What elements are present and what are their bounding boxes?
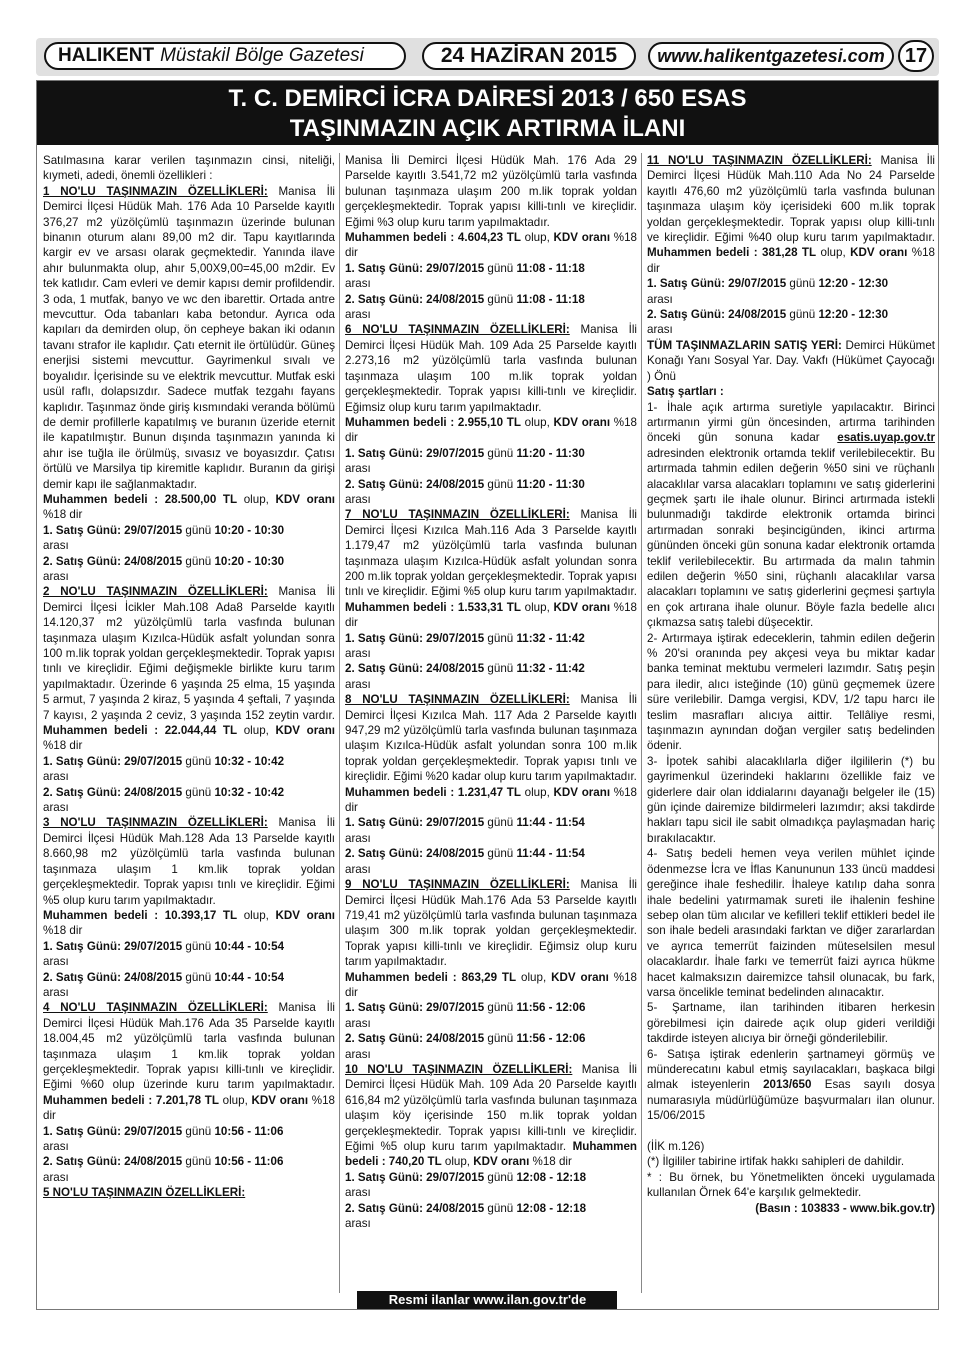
notice-subtitle: TAŞINMAZIN AÇIK ARTIRMA İLANI — [289, 115, 686, 142]
notice-title: T. C. DEMİRCİ İCRA DAİRESİ 2013 / 650 ESAS — [228, 85, 747, 112]
sale-2-1: 1. Satış Günü: 29/07/2015 günü 10:32 - 10:42 — [43, 754, 285, 768]
property-7: 7 NO'LU TAŞINMAZIN ÖZELLİKLERİ: Manisa İli Demirci İlçesi Kızılca Mah.116 Ada 3 Parselde kayıtlı 1.179,47 m2 yüzölçümlü tarla vasfında bulunan taşınmaza ulaşım Kızılca-Hüdük asfalt yolundan sonra 200 m.lik toprak yoldan gerçekleşmektedir. Toprak yapısı tınlı ve kireçlidir. Eğimi %5 olup kuru tarım yapılmaktadır. Muhammen bedeli : 1.533,31 TL olup, KDV oranı %18 dir — [345, 508, 637, 630]
footer-text: Resmi ilanlar www.ilan.gov.tr'de — [388, 1292, 587, 1307]
property-11: 11 NO'LU TAŞINMAZIN ÖZELLİKLERİ: Manisa İli Demirci İlçesi Hüdük Mah.110 Ada No 24 Parselde kayıtlı 476,60 m2 yüzölçümlü tarla vasfında bulunan taşınmaza ulaşım köy içerisideki 600 m.lik toprak yoldan gerçekleşmektedir. Toprak yapısı olup killi-tınlı ve kireçlidir. Eğimi %40 olup kuru tarım yapılmaktadır. Muhammen bedeli : 381,28 TL olup, KDV oranı %18 dir — [647, 154, 935, 275]
sale-5-2: 2. Satış Günü: 24/08/2015 günü 11:08 - 11:18 — [345, 292, 585, 306]
sale-6-1: 1. Satış Günü: 29/07/2015 günü 11:20 - 11:30 — [345, 446, 585, 460]
notice-banner — [37, 81, 938, 145]
property-4: 4 NO'LU TAŞINMAZIN ÖZELLİKLERİ: Manisa İli Demirci İlçesi Hüdük Mah.176 Ada 35 Parselde kayıtlı 18.004,45 m2 yüzölçümlü tarla vasfında bulunan taşınmaza ulaşım 1 km.lik toprak yoldan gerçekleşmektedir. Toprak yapısı killi-tınlı ve kireçlidir. Eğimi %60 olup üzerinde kuru tarım yapılmaktadır. Muhammen bedeli : 7.201,78 TL olup, KDV oranı %18 dir — [43, 1001, 335, 1123]
sale-4-1: 1. Satış Günü: 29/07/2015 günü 10:56 - 11:06 — [43, 1124, 284, 1138]
column-3: 11 NO'LU TAŞINMAZIN ÖZELLİKLERİ: Manisa İli Demirci İlçesi Hüdük Mah.110 Ada No 24 Parselde kayıtlı 476,60 m2 yüzölçümlü tarla vasfında bulunan taşınmaza ulaşım köy içerisideki 600 m.lik toprak yoldan gerçekleşmektedir. Toprak yapısı olup killi-tınlı ve kireçlidir. Eğimi %40 olup kuru tarım yapılmaktadır. Muhammen bedeli : 381,28 TL olup, KDV oranı %18 dir 1. Satış Günü: 29/07/2015 günü 12:20 - 12:30 arası 2. Satış Günü: 24/08/2015 günü 12:20 - 12:30 arası TÜM TAŞINMAZLARIN SATIŞ YERİ: Demirci Hükümet Konağı Yanı Sosyal Yar. Day. Vakfı (Hükümet Çayocağı ) Önü Satış şartları : 1- İhale açık artırma suretiyle yapılacaktır. Birinci artırmanın yirmi gün öncesinden, artırma tarihinden önceki gün sonuna kadar esatis.uyap.gov.tr adresinden elektronik ortamda teklif verilebilecektir. Bu artırmada tahmin edilen değerin %50 sini ve rüçhanlı alacaklılar varsa alacakları toplamını ve satış giderlerini geçmek şartı ile ihale olunur. Birinci artırmada istekli bulunmadığı takdirde elektronik ortamda birinci artırmadan sonraki beşincigünden, ikinci artırma gününden önceki gün sonuna kadar elektronik ortamda teklif verilebilecektir. Bu artırmada da malın tahmin edilen değerin %50 sini, rüçhanlı alacaklılar varsa alacakları toplamını ve satış giderlerini geçmesi şartıyla en çok artırana ihale olunur. Böyle fazla bedelle alıcı çıkmazsa satış talebi düşecektir. 2- Artırmaya iştirak edeceklerin, tahmin edilen değerin % 20'si oranında pey akçesi veya bu miktar kadar banka teminat mektubu vermeleri lazımdır. Satış peşin para iledir, alıcı isteğinde (10) günü geçmemek üzere süre verilebilir. Damga vergisi, KDV, 1/2 tapu harcı ile teslim masrafları alıcıya aittir. Tellâliye resmi, taşınmazın aynından doğan vergiler satış bedelinden ödenir. 3- İpotek sahibi alacaklılarla diğer ilgililerin (*) bu gayrimenkul üzerindeki haklarını özellikle faiz ve giderlere dair olan iddialarını dayanağı belgeler ile (15) gün içinde dairemize bildirmeleri lazımdır; aksi takdirde hakları tapu sicil ile sabit olmadıkça paylaşmadan hariç bırakılacaktır. 4- Satış bedeli hemen veya verilen mühlet içinde ödenmezse İcra ve İflas Kanununun 133 üncü maddesi gereğince ihale feshedilir. İhaleye katılıp daha sonra ihale bedelini yatırmamak sureti ile ihalenin feshine sebep olan tüm alıcılar ve kefilleri teklif ettikleri bedel ile son ihale bedeli arasındaki farktan ve diğer zararlardan ve ayrıca temerrüt faizinden müteselsilen mesul olacaklardır. İhale farkı ve temerrüt faizi ayrıca hükme hacet kalmaksızın dairemizce tahsil olunacak, bu fark, varsa öncelikle teminat bedelinden alınacaktır. 5- Şartname, ilan tarihinden itibaren herkesin görebilmesi için dairede açık olup gideri verildiği takdirde isteyen alıcıya bir örneği gönderilebilir. 6- Satışa iştirak edenlerin şartnameyi görmüş ve münderecatını kabul etmiş sayılacakları, başkaca bilgi almak isteyenlerin 2013/650 Esas sayılı dosya numarasıyla müdürlüğümüze başvurmaları ilan olunur. 15/06/2015 (İİK m.126) (*) İlgililer tabirine irtifak hakkı sahipleri de dahildir. * : Bu örnek, bu Yönetmelikten önceki uygulamada kullanılan Örnek 64'e karşılık gelmektedir. (Basın : 103833 - www.bik.gov.tr) — [647, 154, 936, 1215]
price-9: Muhammen bedeli : 863,29 TL olup, KDV oranı %18 dir — [345, 970, 637, 999]
property-5-start: 5 NO'LU TAŞINMAZIN ÖZELLİKLERİ: — [43, 1186, 246, 1200]
property-1: 1 NO'LU TAŞINMAZIN ÖZELLİKLERİ: Manisa İli Demirci İlçesi Hüdük Mah. 176 Ada 10 Parselde kayıtlı 376,27 m2 yüzölçümlü taşınmazın üzerinde bulunan binanın oturum alanı 89,00 m2 dir. Tapu kayıtlarında kargir ev ve arsası olarak geçmektedir. Yanında ilave ahır bulunmakta olup, ahır 5,00X9,00=45,00 m2dir. Ev tek katlıdır. Cam evleri ve demir kapısı demir profildendir. 3 oda, 1 mutfak, banyo ve wc den ibarettir. Ortada antre mevcuttur. Oda tabanları kaba betondur. Ayrıca oda kapıları da demirden olup, ön cepheye bakan iki odanın tavanı strafor ile kaplıdır. Çatı eternit ile örtülüdür. Güneş enerjisi sistemi mevcuttur. Gayrimenkul sıvalı ve boyalıdır. İçerisinde su ve elektrik mevcuttur. Mutfak eski usül raflı, dolapsızdır. Sadece mutfak tezgahı fayans kaplıdır. Taşınmaz önde giriş kısmındaki veranda bölümü de demir profillerle kapatılmış ve buranın üzeride eternit ile kapatılmıştır. Bunun dışında taşınmazın yanında ki ahır ise tuğla ile örülmüş, sıvasız ve boyasızdır. Çatısı örtülü ve Marsilya tip kiremitle kaplıdır. Buranın da girişi demir kapı ile sağlanmaktadır. — [43, 184, 335, 491]
property-5: Manisa İli Demirci İlçesi Hüdük Mah. 176 Ada 29 Parselde kayıtlı 3.541,72 m2 yüzölçümlü tarla vasfında bulunan taşınmaza ulaşım 200 m.lik toprak yoldan gerçekleşmektedir. Toprak yapısı killi-tınlı ve kireçlidir. Eğimi %3 olup kuru tarım yapılmaktadır. — [345, 154, 637, 229]
sale-8-2: 2. Satış Günü: 24/08/2015 günü 11:44 - 11:54 — [345, 847, 585, 861]
sale-3-1: 1. Satış Günü: 29/07/2015 günü 10:44 - 10:54 — [43, 939, 285, 953]
price-1: Muhammen bedeli : 28.500,00 TL olup, KDV oranı %18 dir — [43, 492, 335, 522]
newspaper-name — [44, 42, 406, 70]
sale-1-2: 2. Satış Günü: 24/08/2015 günü 10:20 - 10:30 — [43, 554, 285, 568]
newspaper-header — [36, 38, 939, 76]
stakeholder-note: (*) İlgililer tabirine irtifak hakkı sahipleri de dahildir. — [647, 1155, 905, 1169]
newspaper-subtitle: Müstakil Bölge Gazetesi — [160, 45, 364, 66]
column-1: Satılmasına karar verilen taşınmazın cinsi, niteliği, kıymeti, adedi, önemli özellikleri : 1 NO'LU TAŞINMAZIN ÖZELLİKLERİ: Manisa İli Demirci İlçesi Hüdük Mah. 176 Ada 10 Parselde kayıtlı 376,27 m2 yüzölçümlü taşınmazın üzerinde bulunan binanın oturum alanı 89,00 m2 dir. Tapu kayıtlarında kargir ev ve arsası olarak geçmektedir. Yanında ilave ahır bulunmakta olup, ahır 5,00X9,00=45,00 m2dir. Ev tek katlıdır. Cam evleri ve demir kapısı demir profildendir. 3 oda, 1 mutfak, banyo ve wc den ibarettir. Ortada antre mevcuttur. Oda tabanları kaba betondur. Ayrıca oda kapıları da demirden olup, ön cepheye bakan iki odanın tavanı strafor ile kaplıdır. Çatı eternit ile örtülüdür. Güneş enerjisi sistemi mevcuttur. Gayrimenkul sıvalı ve boyalıdır. İçerisinde su ve elektrik mevcuttur. Mutfak eski usül raflı, dolapsızdır. Sadece mutfak tezgahı fayans kaplıdır. Taşınmaz önde giriş kısmındaki veranda bölümü de demir profillerle kapatılmış ve buranın üzeride eternit ile kapatılmıştır. Bunun dışında taşınmazın yanında ki ahır ise tuğla ile örülmüş, sıvasız ve boyasızdır. Çatısı örtülü ve Marsilya tip kiremitle kaplıdır. Buranın da girişi demir kapı ile sağlanmaktadır. Muhammen bedeli : 28.500,00 TL olup, KDV oranı %18 dir 1. Satış Günü: 29/07/2015 günü 10:20 - 10:30 arası 2. Satış Günü: 24/08/2015 günü 10:20 - 10:30 arası 2 NO'LU TAŞINMAZIN ÖZELLİKLERİ: Manisa İli Demirci İlçesi İcikler Mah.108 Ada8 Parselde kayıtlı 14.120,37 m2 yüzölçümlü tarla vasfında bulunan taşınmaza ulaşım Kızılca-Hüdük asfalt yolundan sonra 100 m.lik toprak yoldan gerçekleşmektedir. Toprak yapısı tınlı ve kireçlidir. Eğimi değişmekle birlikte kuru tarım yapılmaktadır. Üzerinde 6 yaşında 25 elma, 15 yaşında 5 armut, 7 yaşında 2 kiraz, 5 yaşında 4 şeftali, 7 yaşında 7 kayısı, 2 yaşında 2 ceviz, 3 yaşında 152 zeytin vardır. Muhammen bedeli : 22.044,44 TL olup, KDV oranı %18 dir 1. Satış Günü: 29/07/2015 günü 10:32 - 10:42 arası 2. Satış Günü: 24/08/2015 günü 10:32 - 10:42 arası 3 NO'LU TAŞINMAZIN ÖZELLİKLERİ: Manisa İli Demirci İlçesi Hüdük Mah.128 Ada 13 Parselde kayıtlı 8.660,98 m2 yüzölçümlü tarla vasfında bulunan taşınmaza ulaşım 1 km.lik toprak yoldan gerçekleşmektedir. Toprak yapısı tınlı ve kireçlidir. Eğimi %5 olup kuru tarım yapılmaktadır. Muhammen bedeli : 10.393,17 TL olup, KDV oranı %18 dir 1. Satış Günü: 29/07/2015 günü 10:44 - 10:54 arası 2. Satış Günü: 24/08/2015 günü 10:44 - 10:54 arası 4 NO'LU TAŞINMAZIN ÖZELLİKLERİ: Manisa İli Demirci İlçesi Hüdük Mah.176 Ada 35 Parselde kayıtlı 18.004,45 m2 yüzölçümlü tarla vasfında bulunan taşınmaza ulaşım 1 km.lik toprak yoldan gerçekleşmektedir. Toprak yapısı killi-tınlı ve kireçlidir. Eğimi %60 olup üzerinde kuru tarım yapılmaktadır. Muhammen bedeli : 7.201,78 TL olup, KDV oranı %18 dir 1. Satış Günü: 29/07/2015 günü 10:56 - 11:06 arası 2. Satış Günü: 24/08/2015 günü 10:56 - 11:06 arası 5 NO'LU TAŞINMAZIN ÖZELLİKLERİ: — [43, 154, 335, 1200]
property-2: 2 NO'LU TAŞINMAZIN ÖZELLİKLERİ: Manisa İli Demirci İlçesi İcikler Mah.108 Ada8 Parselde kayıtlı 14.120,37 m2 yüzölçümlü tarla vasfında bulunan taşınmaza ulaşım Kızılca-Hüdük asfalt yolundan sonra 100 m.lik toprak yoldan gerçekleşmektedir. Toprak yapısı tınlı ve kireçlidir. Eğimi değişmekle birlikte kuru tarım yapılmaktadır. Üzerinde 6 yaşında 25 elma, 15 yaşında 5 armut, 7 yaşında 2 kiraz, 5 yaşında 4 şeftali, 7 yaşında 7 kayısı, 2 yaşında 2 ceviz, 3 yaşında 152 zeytin vardır. Muhammen bedeli : 22.044,44 TL olup, KDV oranı %18 dir — [43, 585, 335, 753]
sale-10-2: 2. Satış Günü: 24/08/2015 günü 12:08 - 12:18 — [345, 1201, 587, 1215]
sale-terms-heading: Satış şartları : — [647, 385, 724, 399]
newspaper-brand: HALIKENT — [58, 45, 155, 66]
press-code: (Basın : 103833 - www.bik.gov.tr) — [755, 1201, 935, 1215]
term-2: 2- Artırmaya iştirak edeceklerin, tahmin edilen değerin % 20'si oranında pey akçesi veya bu miktar kadar banka teminat mektubu vermeleri lazımdır. Satış peşin para iledir, alıcı isteğinde (10) günü geçmemek üzere süre verilebilir. Damga vergisi, KDV, 1/2 tapu harcı ile teslim masrafları alıcıya aittir. Tellâliye resmi, taşınmazın aynından doğan vergiler satış bedelinden ödenir. — [647, 631, 935, 753]
sale-7-2: 2. Satış Günü: 24/08/2015 günü 11:32 - 11:42 — [345, 662, 585, 676]
property-6: 6 NO'LU TAŞINMAZIN ÖZELLİKLERİ: Manisa İli Demirci İlçesi Hüdük Mah. 109 Ada 25 Parselde kayıtlı 2.273,16 m2 yüzölçümlü tarla vasfında bulunan taşınmaza ulaşım 100 m.lik toprak yoldan gerçekleşmektedir. Toprak yapısı killi-tınlı ve kireçlidir. Eğimsiz olup kuru tarım yapılmaktadır. — [345, 323, 637, 414]
price-3: Muhammen bedeli : 10.393,17 TL olup, KDV oranı %18 dir — [43, 908, 335, 938]
form-note: * : Bu örnek, bu Yönetmelikten önceki uygulamada kullanılan Örnek 64'e karşılık gelmektedir. — [647, 1170, 935, 1200]
column-2: Manisa İli Demirci İlçesi Hüdük Mah. 176 Ada 29 Parselde kayıtlı 3.541,72 m2 yüzölçümlü tarla vasfında bulunan taşınmaza ulaşım 200 m.lik toprak yoldan gerçekleşmektedir. Toprak yapısı killi-tınlı ve kireçlidir. Eğimi %3 olup kuru tarım yapılmaktadır. Muhammen bedeli : 4.604,23 TL olup, KDV oranı %18 dir 1. Satış Günü: 29/07/2015 günü 11:08 - 11:18 arası 2. Satış Günü: 24/08/2015 günü 11:08 - 11:18 arası 6 NO'LU TAŞINMAZIN ÖZELLİKLERİ: Manisa İli Demirci İlçesi Hüdük Mah. 109 Ada 25 Parselde kayıtlı 2.273,16 m2 yüzölçümlü tarla vasfında bulunan taşınmaza ulaşım 100 m.lik toprak yoldan gerçekleşmektedir. Toprak yapısı killi-tınlı ve kireçlidir. Eğimsiz olup kuru tarım yapılmaktadır. Muhammen bedeli : 2.955,10 TL olup, KDV oranı %18 dir 1. Satış Günü: 29/07/2015 günü 11:20 - 11:30 arası 2. Satış Günü: 24/08/2015 günü 11:20 - 11:30 arası 7 NO'LU TAŞINMAZIN ÖZELLİKLERİ: Manisa İli Demirci İlçesi Kızılca Mah.116 Ada 3 Parselde kayıtlı 1.179,47 m2 yüzölçümlü tarla vasfında bulunan taşınmaza ulaşım Kızılca-Hüdük asfalt yolundan sonra 200 m.lik toprak yoldan gerçekleşmektedir. Toprak yapısı tınlı ve kireçlidir. Eğimi %5 olup kuru tarım yapılmaktadır. Muhammen bedeli : 1.533,31 TL olup, KDV oranı %18 dir 1. Satış Günü: 29/07/2015 günü 11:32 - 11:42 arası 2. Satış Günü: 24/08/2015 günü 11:32 - 11:42 arası 8 NO'LU TAŞINMAZIN ÖZELLİKLERİ: Manisa İli Demirci İlçesi Kızılca Mah. 117 Ada 2 Parselde kayıtlı 947,29 m2 yüzölçümlü tarla vasfında bulunan taşınmaza ulaşım Kızılca-Hüdük asfalt yolundan sonra 100 m.lik toprak yoldan gerçekleşmektedir. Toprak yapısı tınlı ve kireçlidir. Eğimi %20 kadar olup kuru tarım yapılmaktadır. Muhammen bedeli : 1.231,47 TL olup, KDV oranı %18 dir 1. Satış Günü: 29/07/2015 günü 11:44 - 11:54 arası 2. Satış Günü: 24/08/2015 günü 11:44 - 11:54 arası 9 NO'LU TAŞINMAZIN ÖZELLİKLERİ: Manisa İli Demirci İlçesi Hüdük Mah.176 Ada 53 Parselde kayıtlı 719,41 m2 yüzölçümlü tarla vasfında bulunan taşınmaza ulaşım 300 m.lik toprak yoldan gerçekleşmektedir. Toprak yapısı killi-tınlı ve kireçlidir. Eğimsiz olup kuru tarım yapılmaktadır. Muhammen bedeli : 863,29 TL olup, KDV oranı %18 dir 1. Satış Günü: 29/07/2015 günü 11:56 - 12:06 arası 2. Satış Günü: 24/08/2015 günü 11:56 - 12:06 arası 10 NO'LU TAŞINMAZIN ÖZELLİKLERİ: Manisa İli Demirci İlçesi Hüdük Mah. 109 Ada 20 Parselde kayıtlı 616,84 m2 yüzölçümlü tarla vasfında bulunan taşınmaza ulaşım köy içerisinde 150 m.lik toprak yoldan gerçekleşmektedir. Toprak yapısı killi-tınlı ve kireçlidir. Eğimi %5 olup kuru tarım yapılmaktadır. Muhammen bedeli : 740,20 TL olup, KDV oranı %18 dir 1. Satış Günü: 29/07/2015 günü 12:08 - 12:18 arası 2. Satış Günü: 24/08/2015 günü 12:08 - 12:18 arası — [345, 154, 637, 1231]
intro-text: Satılmasına karar verilen taşınmazın cinsi, niteliği, kıymeti, adedi, önemli özellikleri : — [43, 154, 335, 183]
price-6: Muhammen bedeli : 2.955,10 TL olup, KDV oranı %18 dir — [345, 415, 637, 445]
price-8: Muhammen bedeli : 1.231,47 TL olup, KDV oranı %18 dir — [345, 785, 637, 815]
sale-5-1: 1. Satış Günü: 29/07/2015 günü 11:08 - 11:18 — [345, 261, 585, 275]
sale-6-2: 2. Satış Günü: 24/08/2015 günü 11:20 - 11:30 — [345, 477, 585, 491]
sale-2-2: 2. Satış Günü: 24/08/2015 günü 10:32 - 10:42 — [43, 785, 285, 799]
sale-9-1: 1. Satış Günü: 29/07/2015 günü 11:56 - 12:06 — [345, 1001, 586, 1015]
sale-7-1: 1. Satış Günü: 29/07/2015 günü 11:32 - 11:42 — [345, 631, 585, 645]
price-5: Muhammen bedeli : 4.604,23 TL olup, KDV oranı %18 dir — [345, 231, 637, 260]
sale-1-1: 1. Satış Günü: 29/07/2015 günü 10:20 - 10:30 — [43, 523, 285, 537]
notice-frame — [36, 80, 939, 1310]
page-number: 17 — [898, 40, 934, 72]
iik-reference: (İİK m.126) — [647, 1140, 705, 1153]
sale-11-2: 2. Satış Günü: 24/08/2015 günü 12:20 - 12:30 — [647, 308, 889, 322]
column-divider — [641, 153, 642, 1293]
term-1: 1- İhale açık artırma suretiyle yapılacaktır. Birinci artırmanın yirmi gün öncesinden, artırma tarihinden önceki gün sonuna kadar esatis.uyap.gov.tr adresinden elektronik ortamda teklif verilebilecektir. Bu artırmada tahmin edilen değerin %50 sini ve rüçhanlı alacaklılar varsa alacakları toplamını ve satış giderlerini geçmek şartı ile ihale olunur. Birinci artırmada istekli bulunmadığı takdirde elektronik ortamda birinci artırmadan sonraki beşincigünden, ikinci artırma gününden önceki gün sonuna kadar elektronik ortamda teklif verilebilecektir. Bu artırmada da malın tahmin edilen değerin %50 sini, rüçhanlı alacaklılar varsa alacakları toplamını ve satış giderlerini geçmesi şartıyla en çok artırana ihale olunur. Böyle fazla bedelle alıcı çıkmazsa satış talebi düşecektir. — [647, 400, 935, 630]
property-9: 9 NO'LU TAŞINMAZIN ÖZELLİKLERİ: Manisa İli Demirci İlçesi Hüdük Mah.176 Ada 53 Parselde kayıtlı 719,41 m2 yüzölçümlü tarla vasfında bulunan taşınmaza ulaşım 300 m.lik toprak yoldan gerçekleşmektedir. Toprak yapısı killi-tınlı ve kireçlidir. Eğimsiz olup kuru tarım yapılmaktadır. — [345, 878, 637, 969]
term-3: 3- İpotek sahibi alacaklılarla diğer ilgililerin (*) bu gayrimenkul üzerindeki haklarını özellikle faiz ve giderlere dair olan iddialarını dayanağı belgeler ile (15) gün içinde dairemize bildirmeleri lazımdır; aksi takdirde hakları tapu sicil ile sabit olmadıkça paylaşmadan hariç bırakılacaktır. — [647, 754, 935, 845]
sale-11-1: 1. Satış Günü: 29/07/2015 günü 12:20 - 12:30 — [647, 277, 889, 291]
sale-8-1: 1. Satış Günü: 29/07/2015 günü 11:44 - 11:54 — [345, 816, 585, 830]
property-3: 3 NO'LU TAŞINMAZIN ÖZELLİKLERİ: Manisa İli Demirci İlçesi Hüdük Mah.128 Ada 13 Parselde kayıtlı 8.660,98 m2 yüzölçümlü tarla vasfında bulunan taşınmaza ulaşım 1 km.lik toprak yoldan gerçekleşmektedir. Toprak yapısı tınlı ve kireçlidir. Eğimi %5 olup kuru tarım yapılmaktadır. — [43, 816, 335, 907]
term-5: 5- Şartname, ilan tarihinden itibaren herkesin görebilmesi için dairede açık olup gideri verildiği takdirde isteyen alıcıya bir örneği gönderilebilir. — [647, 1001, 935, 1046]
term-4: 4- Satış bedeli hemen veya verilen mühlet içinde ödenmezse İcra ve İflas Kanununun 133 üncü maddesi gereğince ihale feshedilir. İhaleye katılıp daha sonra ihale bedelini yatırmamak sureti ile ihalenin feshine sebep olan tüm alıcılar ve kefilleri teklif ettikleri bedel ile son ihale bedeli arasındaki farktan ve diğer zararlardan ve ayrıca temerrüt faizinden müteselsilen mesul olacaklardır. İhale farkı ve temerrüt faizi ayrıca hükme hacet kalmaksızın dairemizce tahsil olunacak, bu fark, varsa öncelikle teminat bedelinden alınacaktır. — [647, 847, 935, 999]
sale-4-2: 2. Satış Günü: 24/08/2015 günü 10:56 - 11:06 — [43, 1155, 284, 1169]
property-8: 8 NO'LU TAŞINMAZIN ÖZELLİKLERİ: Manisa İli Demirci İlçesi Kızılca Mah. 117 Ada 2 Parselde kayıtlı 947,29 m2 yüzölçümlü tarla vasfında bulunan taşınmaza ulaşım Kızılca-Hüdük asfalt yolundan sonra 100 m.lik toprak yoldan gerçekleşmektedir. Toprak yapısı tınlı ve kireçlidir. Eğimi %20 kadar olup kuru tarım yapılmaktadır. — [345, 693, 637, 784]
sale-9-2: 2. Satış Günü: 24/08/2015 günü 11:56 - 12:06 — [345, 1032, 586, 1046]
column-divider — [339, 153, 340, 1293]
website-url[interactable]: www.halikentgazetesi.com — [648, 42, 894, 70]
sale-3-2: 2. Satış Günü: 24/08/2015 günü 10:44 - 10:54 — [43, 970, 285, 984]
property-10: 10 NO'LU TAŞINMAZIN ÖZELLİKLERİ: Manisa İli Demirci İlçesi Hüdük Mah. 109 Ada 20 Parselde kayıtlı 616,84 m2 yüzölçümlü tarla vasfında bulunan taşınmaza ulaşım köy içerisinde 150 m.lik toprak yoldan gerçekleşmektedir. Toprak yapısı killi-tınlı ve kireçlidir. Eğimi %5 olup kuru tarım yapılmaktadır. Muhammen bedeli : 740,20 TL olup, KDV oranı %18 dir — [345, 1062, 637, 1169]
issue-date: 24 HAZİRAN 2015 — [422, 42, 636, 70]
sale-10-1: 1. Satış Günü: 29/07/2015 günü 12:08 - 12:18 — [345, 1170, 587, 1184]
esatis-link[interactable]: esatis.uyap.gov.tr — [837, 431, 935, 445]
sale-location: TÜM TAŞINMAZLARIN SATIŞ YERİ: Demirci Hükümet Konağı Yanı Sosyal Yar. Day. Vakfı (Hükümet Çayocağı ) Önü — [647, 338, 935, 383]
term-6: 6- Satışa iştirak edenlerin şartnameyi görmüş ve münderecatını kabul etmiş sayılacakları, başkaca bilgi almak isteyenlerin 2013/650 Esas sayılı dosya numarasıyla müdürlüğümüze başvurmaları ilan olunur. 15/06/2015 — [647, 1047, 936, 1123]
